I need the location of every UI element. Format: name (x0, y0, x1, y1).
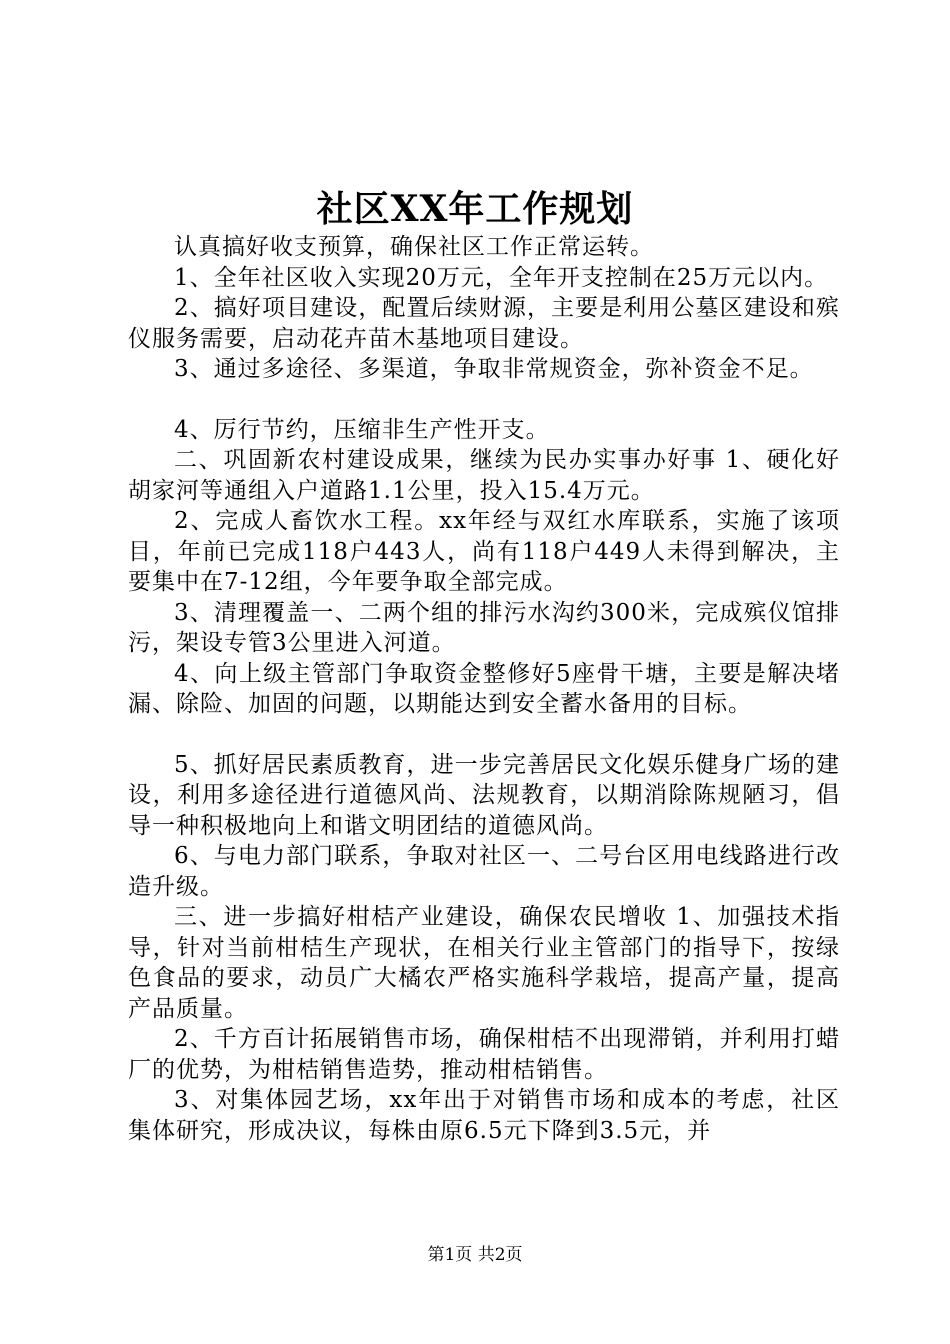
paragraph-section3-item-2: 2、千方百计拓展销售市场，确保柑桔不出现滞销，并利用打蜡厂的优势，为柑桔销售造势，推动柑桔销售。 (128, 1026, 840, 1083)
paragraph-section2-item-6: 6、与电力部门联系，争取对社区一、二号台区用电线路进行改造升级。 (128, 843, 840, 900)
paragraph-section2-item-4: 4、向上级主管部门争取资金整修好5座骨干塘，主要是解决堵漏、除险、加固的问题，以期能达到安全蓄水备用的目标。 (128, 660, 840, 717)
section-two-heading: 二、巩固新农村建设成果，继续为民办实事办好事 1、硬化好胡家河等通组入户道路1.1公里，投入15.4万元。 (128, 447, 840, 504)
paragraph-spacer (128, 385, 840, 415)
paragraph-section2-item-3: 3、清理覆盖一、二两个组的排污水沟约300米，完成殡仪馆排污，架设专管3公里进入河道。 (128, 599, 840, 656)
page-footer: 第1页 共2页 (427, 1245, 523, 1265)
paragraph-section2-item-2: 2、完成人畜饮水工程。xx年经与双红水库联系，实施了该项目，年前已完成118户443人，尚有118户449人未得到解决，主要集中在7-12组，今年要争取全部完成。 (128, 508, 840, 595)
paragraph-spacer (128, 720, 840, 750)
paragraph-item-2: 2、搞好项目建设，配置后续财源，主要是利用公墓区建设和殡仪服务需要，启动花卉苗木基地项目建设。 (128, 295, 840, 352)
page-title: 社区XX年工作规划 (316, 188, 634, 230)
paragraph-intro: 认真搞好收支预算，确保社区工作正常运转。 (174, 234, 654, 260)
document-body (128, 232, 840, 1146)
paragraph-section3-item-3: 3、对集体园艺场，xx年出于对销售市场和成本的考虑，社区集体研究，形成决议，每株由原6.5元下降到3.5元，并 (128, 1087, 840, 1144)
paragraph-section2-item-5: 5、抓好居民素质教育，进一步完善居民文化娱乐健身广场的建设，利用多途径进行道德风尚、法规教育，以期消除陈规陋习，倡导一种积极地向上和谐文明团结的道德风尚。 (128, 751, 840, 839)
paragraph-item-3: 3、通过多途径、多渠道，争取非常规资金，弥补资金不足。 (174, 356, 814, 382)
section-three-heading: 三、进一步搞好柑桔产业建设，确保农民增收 1、加强技术指导，针对当前柑桔生产现状，在相关行业主管部门的指导下，按绿色食品的要求，动员广大橘农严格实施科学栽培，提高产量，提高产品质量。 (128, 904, 840, 1022)
paragraph-item-4: 4、厉行节约，压缩非生产性开支。 (174, 416, 550, 443)
paragraph-item-1: 1、全年社区收入实现20万元，全年开支控制在25万元以内。 (174, 264, 829, 291)
